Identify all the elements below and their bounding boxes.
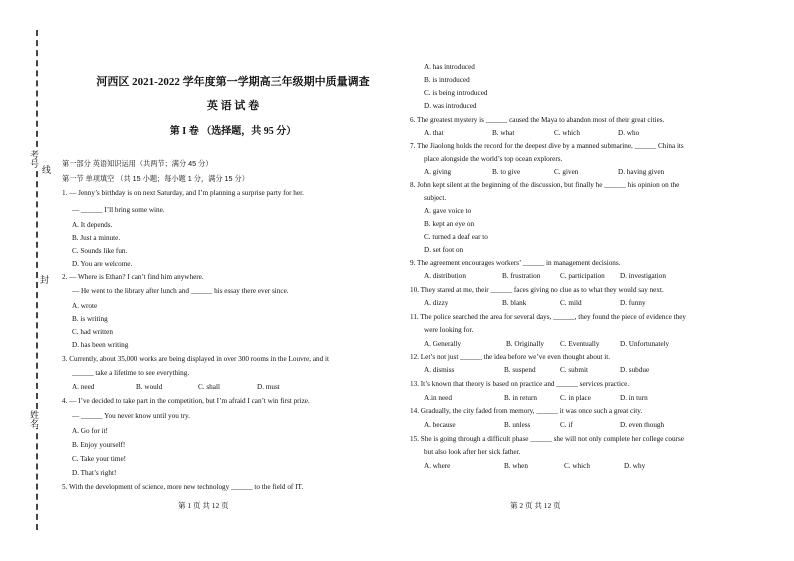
question-10: 10. They stared at me, their ______ faces giving no clue as to what they would say next. (410, 286, 664, 294)
option: A. that (424, 129, 444, 137)
question-7-cont: place alongside the world’s top ocean explorers. (424, 155, 563, 163)
question-2-blank: — He went to the library after lunch and ______ his essay there ever since. (72, 287, 289, 295)
option: A. giving (424, 168, 452, 176)
question-6: 6. The greatest mystery is ______ caused the Maya to abandon most of their great cities. (410, 116, 665, 124)
option: D. You are welcome. (72, 260, 133, 268)
line-mark: 线 (41, 165, 51, 174)
option: D. why (624, 462, 646, 470)
option: C. if (560, 421, 573, 429)
question-11: 11. The police searched the area for several days, ______, they found the piece of evidence they (410, 313, 687, 321)
option: A. because (424, 421, 456, 429)
question-13: 13. It’s known that theory is based on practice and ______ services practice. (410, 380, 630, 388)
page-footer: 第 1 页 共 12 页 (178, 501, 229, 510)
option: C. is being introduced (424, 89, 488, 97)
option: B. Originally (506, 340, 544, 348)
question-5: 5. With the development of science, more new technology ______ to the field of IT. (62, 483, 304, 491)
exam-number-label: 考号 (29, 150, 39, 168)
option: D. having given (618, 168, 665, 176)
option: C. which (554, 129, 580, 137)
option: C. participation (560, 272, 605, 280)
option: B. kept an eye on (424, 220, 475, 228)
option: C. Sounds like fun. (72, 247, 128, 255)
option: D. That’s right! (72, 469, 117, 477)
question-14: 14. Gradually, the city faded from memory, ______ it was once such a great city. (410, 407, 643, 415)
option: B. what (492, 129, 515, 137)
question-12: 12. Let’s not just ______ the idea before we’ve even thought about it. (410, 353, 611, 361)
option: A.in need (424, 394, 452, 402)
name-label: 姓名 (29, 410, 39, 428)
option: D. even though (620, 421, 665, 429)
option: A. Generally (424, 340, 462, 348)
option: A. has introduced (424, 63, 475, 71)
question-1-blank: — ______ I’ll bring some wine. (72, 206, 165, 214)
question-2: 2. — Where is Ethan? I can’t find him anywhere. (62, 273, 204, 281)
question-3: 3. Currently, about 35,000 works are being displayed in over 300 rooms in the Louvre, and it (62, 355, 330, 363)
option: A. It depends. (72, 221, 113, 229)
section-heading: 第一节 单项填空 （共 15 小题；每小题 1 分，满分 15 分） (62, 174, 249, 183)
option: B. in return (504, 394, 537, 402)
option: B. suspend (504, 366, 536, 374)
option: D. funny (620, 299, 646, 307)
option: C. in place (560, 394, 591, 402)
option: B. blank (502, 299, 527, 307)
question-4-blank: — ______ You never know until you try. (72, 412, 190, 420)
option: A. need (72, 383, 95, 391)
question-11-cont: were looking for. (424, 326, 474, 334)
option: C. Take your time! (72, 455, 127, 463)
option: C. given (554, 168, 579, 176)
option: D. was introduced (424, 102, 477, 110)
option: D. must (257, 383, 280, 391)
option: B. to give (492, 168, 521, 176)
option: A. wrote (72, 302, 98, 310)
question-1: 1. — Jenny’s birthday is on next Saturday, and I’m planning a surprise party for her. (62, 189, 304, 197)
seal-mark: 封 (39, 275, 49, 284)
subject-title: 英 语 试 卷 (206, 100, 260, 112)
question-15-cont: but also look after her sick father. (424, 448, 521, 456)
volume-title: 第 I 卷 （选择题，共 95 分） (169, 126, 297, 137)
question-9: 9. The agreement encourages workers’ ______ in management decisions. (410, 259, 621, 267)
option: D. Unfortunately (620, 340, 670, 348)
question-8-cont: subject. (424, 194, 447, 202)
question-4: 4. — I’ve decided to take part in the competition, but I’m afraid I can’t win first prize. (62, 397, 310, 405)
option: C. shall (198, 383, 220, 391)
option: B. is introduced (424, 76, 470, 84)
question-15: 15. She is going through a difficult phase ______ she will not only complete her college course (410, 435, 684, 443)
question-7: 7. The Jiaolong holds the record for the deepest dive by a manned submarine, ______ China its (410, 142, 684, 150)
option: D. investigation (620, 272, 666, 280)
option: B. would (136, 383, 163, 391)
question-8: 8. John kept silent at the beginning of the discussion, but finally he ______ his opinion on the (410, 181, 680, 189)
option: D. set foot on (424, 246, 464, 254)
option: D. in turn (620, 394, 648, 402)
option: D. subdue (620, 366, 650, 374)
option: B. Enjoy yourself! (72, 441, 126, 449)
option: D. has been writing (72, 341, 129, 349)
exam-title: 河西区 2021-2022 学年度第一学期高三年级期中质量调查 (96, 76, 370, 88)
option: C. Eventually (560, 340, 600, 348)
option: C. turned a deaf ear to (424, 233, 488, 241)
question-3-cont: ______ take a lifetime to see everything. (72, 369, 190, 377)
option: B. frustration (502, 272, 541, 280)
option: B. Just a minute. (72, 234, 121, 242)
option: B. is writing (72, 315, 108, 323)
option: A. dizzy (424, 299, 449, 307)
option: C. mild (560, 299, 582, 307)
option: A. where (424, 462, 451, 470)
page-2 (410, 0, 760, 561)
option: C. submit (560, 366, 588, 374)
binding-margin (22, 30, 52, 530)
option: B. unless (504, 421, 531, 429)
option: D. who (618, 129, 640, 137)
option: A. gave voice to (424, 207, 472, 215)
page-1 (58, 0, 398, 561)
option: A. distribution (424, 272, 466, 280)
option: A. dismiss (424, 366, 455, 374)
option: A. Go for it! (72, 427, 108, 435)
option: C. had written (72, 328, 113, 336)
option: B. when (504, 462, 528, 470)
part-heading: 第一部分 英语知识运用（共两节；满分 45 分） (62, 159, 213, 168)
page-footer: 第 2 页 共 12 页 (510, 501, 561, 510)
option: C. which (564, 462, 590, 470)
